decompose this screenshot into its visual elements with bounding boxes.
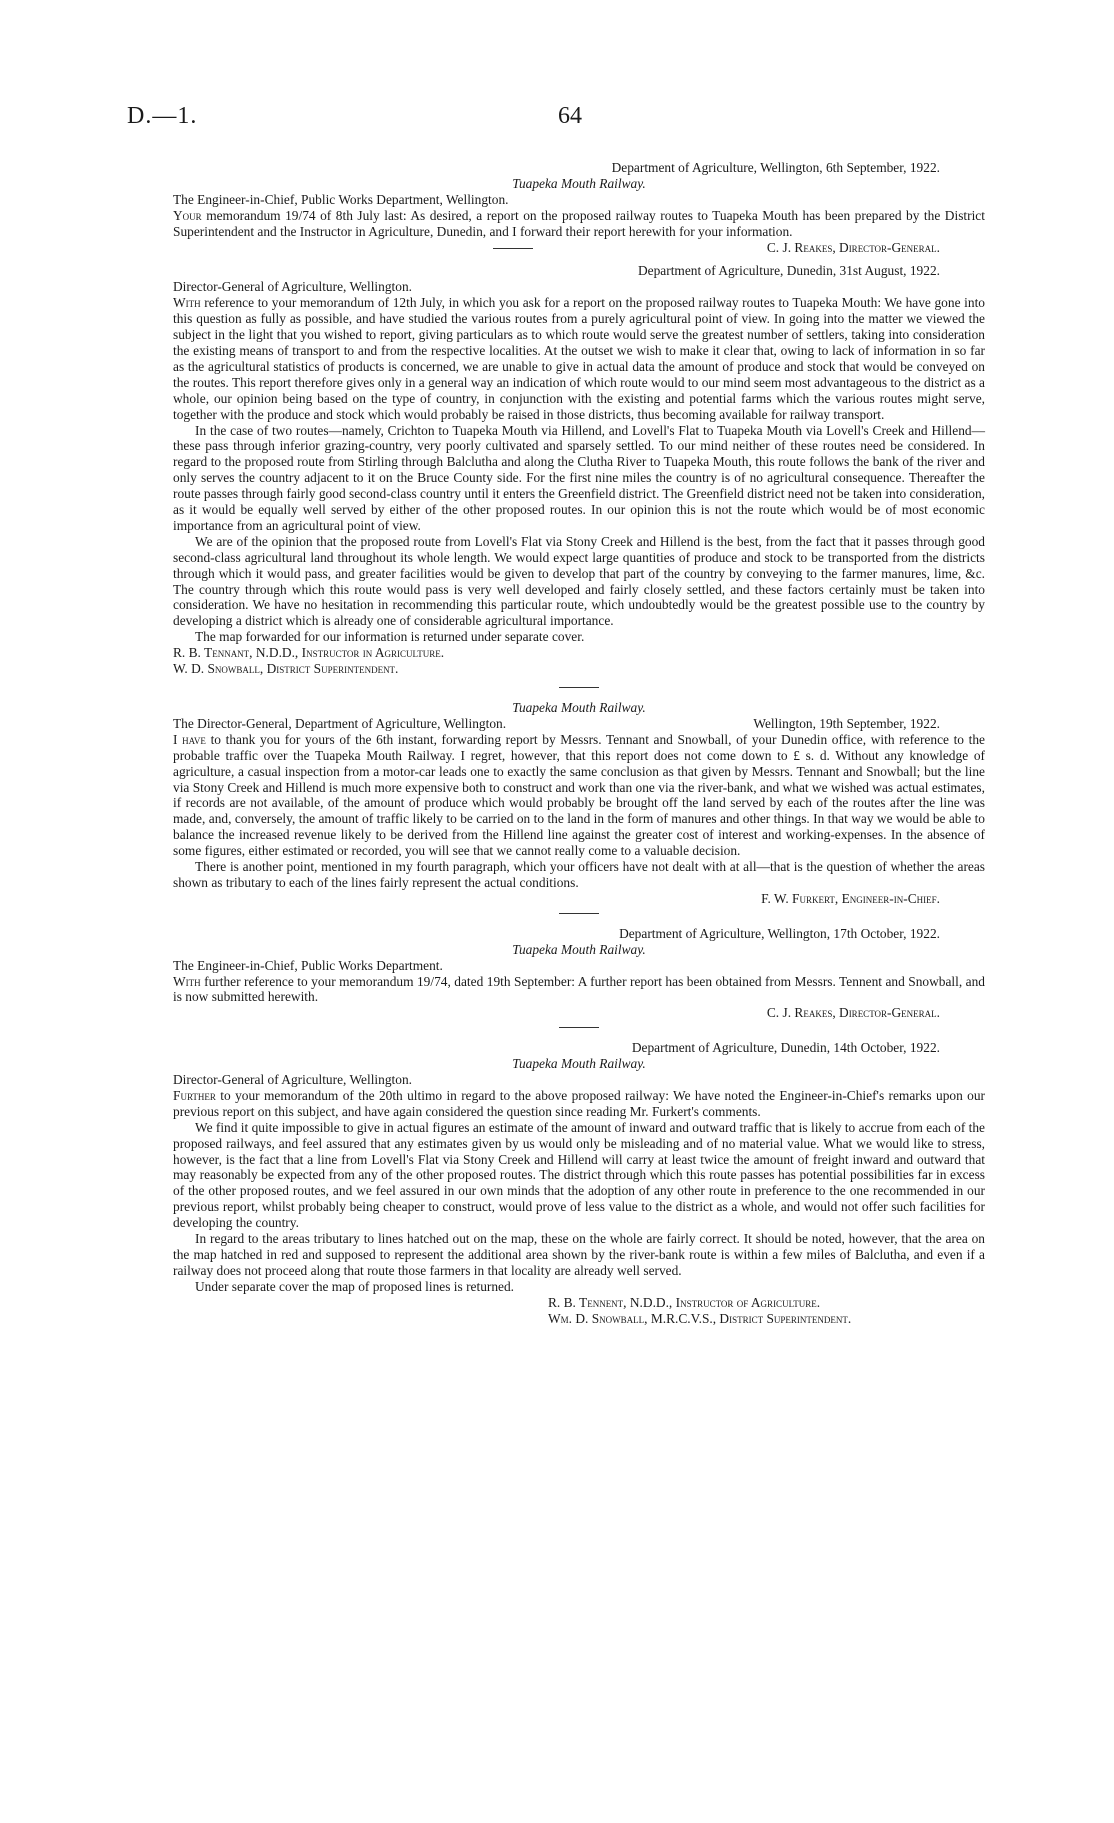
addressee: Director-General of Agriculture, Wellington. bbox=[173, 279, 412, 295]
letter-4 bbox=[173, 926, 985, 1028]
document-reference: D.—1. bbox=[127, 103, 198, 129]
paragraph-text: to thank you for yours of the 6th instant, forwarding report by Messrs. Tennant and Snowball, of your Dunedin office, with reference to the probable traffic over the Tuapeka Mouth Railway. I regret, however, that this report does not come down to £ s. d. Without any knowledge of agriculture, a casual inspection from a motor-car leads one to exactly the same conclusion as that given by Messrs. Tennant and Snowball; but the line via Stony Creek and Hillend is much more expensive both to construct and work than one via the river-bank, and what we wished was actual estimates, if records are not available, of the amount of produce which would probably be brought off the land served by each of the routes after the line was made, and, conversely, the amount of traffic likely to be carried on to the land in the form of manures and other things. In that way we would be able to balance the increased revenue likely to be derived from the Hillend line against the greater cost of interest and working-expenses. In the absence of some figures, either estimated or recorded, you will see that we cannot really come to a valuable decision. bbox=[173, 731, 985, 859]
separator-rule bbox=[559, 1027, 599, 1028]
letter-3 bbox=[173, 700, 985, 914]
paragraph: There is another point, mentioned in my fourth paragraph, which your officers have not dealt with at all—that is the question of whether the areas shown as tributary to each of the lines fairly represent the actual conditions. bbox=[173, 859, 985, 890]
letter-body bbox=[173, 208, 985, 240]
signature: R. B. Tennant, N.D.D., Instructor in Agriculture. bbox=[173, 645, 445, 661]
dateline: Department of Agriculture, Dunedin, 14th October, 1922. bbox=[631, 1040, 940, 1056]
addressee: The Engineer-in-Chief, Public Works Department, Wellington. bbox=[173, 191, 509, 207]
signature: C. J. Reakes, Director-General. bbox=[766, 239, 940, 255]
subject-heading: Tuapeka Mouth Railway. bbox=[512, 700, 646, 715]
paragraph bbox=[173, 732, 985, 859]
paragraph: Under separate cover the map of proposed lines is returned. bbox=[195, 1278, 515, 1294]
signature: R. B. Tennent, N.D.D., Instructor of Agriculture. bbox=[548, 1294, 821, 1310]
paragraph-text: to your memorandum of the 20th ultimo in regard to the above proposed railway: We have noted the Engineer-in-Chief's remarks upon our previous report on this subject, and have again considered the question since reading Mr. Furkert's comments. bbox=[173, 1087, 985, 1119]
signature: F. W. Furkert, Engineer-in-Chief. bbox=[761, 890, 940, 906]
body-text: memorandum 19/74 of 8th July last: As desired, a report on the proposed railway routes to Tuapeka Mouth has been prepared by the District Superintendent and the Instructor in Agriculture, Dunedin, and I forward their report herewith for your information. bbox=[173, 207, 985, 239]
paragraph: In the case of two routes—namely, Crichton to Tuapeka Mouth via Hillend, and Lovell's Flat to Tuapeka Mouth via Lovell's Creek and Hillend—these pass through inferior grazing-country, very poorly cultivated and sparsely settled. To our mind neither of these routes need be considered. In regard to the proposed route from Stirling through Balclutha and along the Clutha River to Tuapeka Mouth, this route follows the bank of the river and only serves the country adjacent to it on the Bruce County side. For the first nine miles the country is of no agricultural consequence. Thereafter the route passes through fairly good second-class country until it enters the Greenfield district. The Greenfield district need not be taken into consideration, as it would be equally well served by either of the other proposed routes. In our opinion this is not the route which would be of most economic importance from an agricultural point of view. bbox=[173, 422, 985, 533]
separator-rule bbox=[559, 913, 599, 914]
signature: C. J. Reakes, Director-General. bbox=[766, 1005, 940, 1021]
address-row bbox=[173, 716, 985, 732]
lead-word: With bbox=[173, 973, 201, 989]
paragraph bbox=[173, 295, 985, 422]
addressee: Director-General of Agriculture, Wellington. bbox=[173, 1072, 412, 1088]
letter-body bbox=[173, 974, 985, 1006]
dateline: Department of Agriculture, Wellington, 17th October, 1922. bbox=[619, 925, 940, 941]
document-body bbox=[173, 160, 985, 1339]
letter-5 bbox=[173, 1040, 985, 1326]
dateline: Wellington, 19th September, 1922. bbox=[753, 715, 940, 731]
lead-word: I have bbox=[173, 731, 206, 747]
subject-heading: Tuapeka Mouth Railway. bbox=[512, 175, 646, 191]
paragraph-text: reference to your memorandum of 12th July, in which you ask for a report on the proposed railway routes to Tuapeka Mouth: We have gone into this question as fully as possible, and have studied the various routes from a purely agricultural point of view. In going into the matter we viewed the subject in the light that you wished to report, giving particulars as to which route would serve the greatest number of settlers, taking into consideration the existing means of transport to and from the respective localities. At the outset we wish to make it clear that, owing to lack of information in so far as the agricultural statistics of products is concerned, we are unable to give in actual data the amount of produce and stock that would be conveyed on the routes. This report therefore gives only in a general way an indication of which route would to our mind seem most advantageous to the district as a whole, our opinion being based on the type of country, in conjunction with the existing and potential farms which the various routes might serve, together with the produce and stock which would probably be raised in those districts, thus becoming available for railway transport. bbox=[173, 295, 985, 422]
signature: W. D. Snowball, District Superintendent. bbox=[173, 661, 399, 677]
signature: Wm. D. Snowball, M.R.C.V.S., District Superintendent. bbox=[548, 1310, 852, 1326]
dateline: Department of Agriculture, Dunedin, 31st August, 1922. bbox=[638, 263, 940, 279]
paragraph: We are of the opinion that the proposed route from Lovell's Flat via Stony Creek and Hillend is the best, from the fact that it passes through good second-class agricultural land throughout its whole length. We would expect large quantities of produce and stock to be transported from the districts through which it would pass, and greater facilities would be given to develop that part of the country by conveying to the farmer manures, lime, &c. The country through which this route would pass is very well developed and fairly closely settled, and these factors certainly must be taken into consideration. We have no hesitation in recommending this particular route, which undoubtedly would be the greatest possible use to the country by developing a district which is already one of considerable agricultural importance. bbox=[173, 533, 985, 629]
lead-word: Further bbox=[173, 1087, 216, 1103]
paragraph: In regard to the areas tributary to lines hatched out on the map, these on the whole are fairly correct. It should be noted, however, that the area on the map hatched in red and supposed to represent the additional area shown by the river-bank route is within a few miles of Balclutha, and even if a railway does not proceed along that route those farmers in that locality are already well served. bbox=[173, 1231, 985, 1278]
separator-rule bbox=[493, 248, 533, 249]
paragraph: We find it quite impossible to give in actual figures an estimate of the amount of inward and outward traffic that is likely to accrue from each of the proposed railways, and feel assured that any estimates given by us would only be misleading and of no material value. What we would like to stress, however, is the fact that a line from Lovell's Flat via Stony Creek and Hillend will carry at least twice the amount of freight inward and outward that may reasonably be expected from any of the other proposed routes. The district through which this route passes has potential possibilities far in excess of the other proposed routes, and we feel assured in our own minds that the adoption of any other route in preference to the one recommended in our previous report, whilst probably being cheaper to construct, would prove of less value to the district as a whole, and would not offer such facilities for developing the country. bbox=[173, 1119, 985, 1231]
dateline: Department of Agriculture, Wellington, 6th September, 1922. bbox=[611, 160, 940, 175]
lead-word: With bbox=[173, 295, 201, 311]
subject-heading: Tuapeka Mouth Railway. bbox=[512, 1056, 646, 1072]
signature-row bbox=[173, 240, 985, 256]
paragraph bbox=[173, 1088, 985, 1120]
page-number: 64 bbox=[558, 103, 582, 129]
body-text: further reference to your memorandum 19/74, dated 19th September: A further report has been obtained from Messrs. Tennent and Snowball, and is now submitted herewith. bbox=[173, 973, 985, 1005]
separator-rule bbox=[559, 687, 599, 688]
letter-2 bbox=[173, 263, 985, 688]
addressee: The Director-General, Department of Agriculture, Wellington. bbox=[173, 715, 507, 731]
lead-word: Your bbox=[173, 207, 202, 223]
subject-heading: Tuapeka Mouth Railway. bbox=[512, 941, 646, 957]
paragraph: The map forwarded for our information is returned under separate cover. bbox=[195, 629, 585, 645]
page-header bbox=[0, 103, 1114, 133]
letter-1 bbox=[173, 160, 985, 255]
addressee: The Engineer-in-Chief, Public Works Department. bbox=[173, 957, 443, 973]
